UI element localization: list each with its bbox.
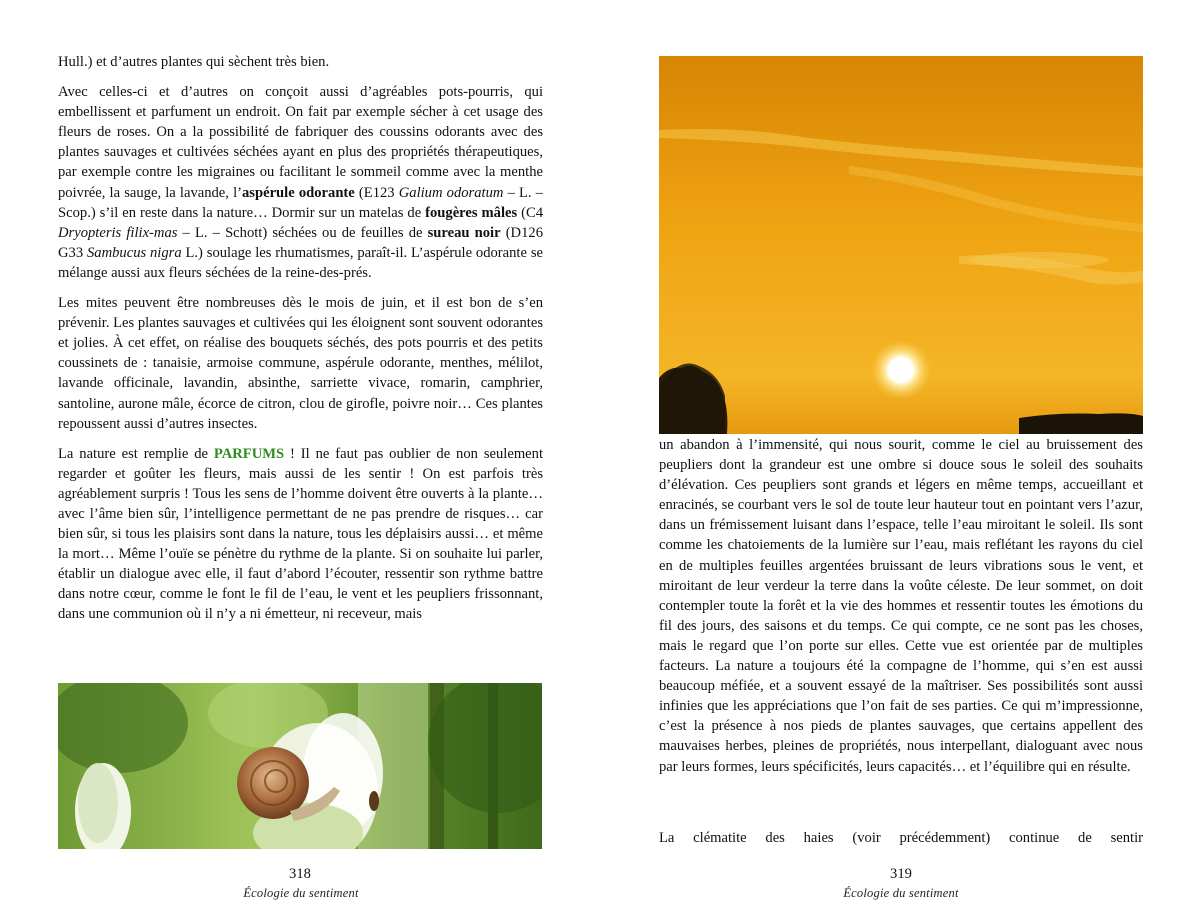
bold-term: sureau noir [427, 224, 501, 241]
right-page-text [659, 435, 1143, 817]
highlighted-word: PARFUMS [213, 445, 285, 462]
text-run: – L. – Schott) séchées ou de feuilles de [177, 224, 428, 241]
bold-term: aspérule odorante [242, 184, 355, 201]
right-paragraph: un abandon à l’immensité, qui nous sourit, comme le ciel au bruissement des peupliers dont la grandeur est une ombre si douce sous le soleil des souhaits d’élévation. Ces peupliers sont grands et légers en même temps, accueillant et enracinés, se courbant vers le sol de toute leur hauteur tout en pointant vers l’azur, dans un frémissement luisant dans l’espace, telle l’eau miroitant le soleil. Ils sont comme les chatoiements de la lumière sur l’eau, mais reflétant les rayons du ciel en de multiples feuilles argentées bruissant de leurs vibrations sous le vent, et miroitant de leur verdeur la terre dans la voûte céleste. De leur sommet, on doit contempler toute la forêt et la vie des hommes et ressentir toutes les émotions du fil des jours, des saisons et du temps. Ce qui compte, ce ne sont pas les choses, mais le regard que l’on porte sur elles. Cette vue est orientée par de multiples facteurs. La nature a toujours été la compagne de l’homme, qui s’en est aussi beaucoup méfiée, et a souvent essayé de la maîtriser. Ses possibilités sont aussi infinies que les appréciations que l’on fait de ses parties. Ce qui m’impressionne, c’est la présence à nos pieds de plantes sauvages, que certains appellent des mauvaises herbes, pleines de propriétés, nous interpellant, dialoguant avec nous par leurs formes, leurs spécificités, leurs capacités… et l’équilibre qui en résulte. [659, 437, 1143, 775]
running-foot: Écologie du sentiment [243, 886, 359, 900]
text-run: (E123 [354, 184, 399, 201]
bold-term: fougères mâles [425, 204, 518, 221]
right-page [600, 0, 1199, 908]
text-run: Avec celles-ci et d’autres on conçoit aussi d’agréables pots-pourris, qui embellissent et parfument un endroit. On fait par exemple sécher à cet usage des fleurs de roses. On a la possibilité de fabriquer des coussins odorants avec des plantes sauvages et cultivées séchées ayant en plus des propriétés thérapeutiques, par exemple contre les migraines ou facilitant le sommeil comme avec la menthe poivrée, la sauge, la lavande, l’ [58, 84, 543, 201]
latin-name: Galium odoratum [398, 184, 504, 201]
page-number: 318 [289, 866, 311, 882]
text-run: La nature est remplie de [58, 445, 214, 462]
text-run: (D126 G33 [58, 224, 543, 261]
left-paragraph: Les mites peuvent être nombreuses dès le mois de juin, et il est bon de s’en prévenir. Les plantes sauvages et cultivées qui les éloignent sont souvent odorantes et jolies. À cet effet, on réalise des bouquets séchés, des pots pourris et des petits coussinets de : tanaisie, armoise commune, aspérule odorante, menthes, mélilot, lavande officinale, lavandin, absinthe, sarriette vivace, romarin, camphrier, santoline, aurone mâle, écorce de citron, clou de girofle, poivre noir… Ces plantes repoussent aussi d’autres insectes. [58, 295, 543, 432]
left-page-text [58, 52, 543, 674]
snail-photo-illustration [58, 683, 542, 849]
text-run: ! Il ne faut pas oublier de non seulement regarder et goûter les fleurs, mais aussi de les sentir ! On est parfois très agréablement surpris ! Tous les sens de l’homme doivent être ouverts à la plante… avec l’âme bien sûr, l’intelligence permettant de ne pas prendre de risques… car bien sûr, si tous les plaisirs sont dans la nature, tous les déplaisirs aussi… et même la mort… Même l’ouïe se pénètre du rythme de la plante. Si on souhaite lui parler, établir un dialogue avec elle, il faut d’abord l’écouter, ressentir son rythme battre dans notre cœur, comme le font le fil de l’eau, le vent et les peupliers frissonnant, dans une communion où il n’y a ni émetteur, ni receveur, mais [58, 445, 543, 623]
text-run: L.) soulage les rhumatismes, paraît-il. L’aspérule odorante se mélange aussi aux fleurs séchées de la reine-des-prés. [58, 244, 543, 281]
text-run: – L. – Scop.) s’il en reste dans la nature… Dormir sur un matelas de [58, 184, 543, 221]
text-run: (C4 [517, 204, 543, 221]
sunset-photo-illustration [659, 56, 1143, 434]
left-paragraph: Hull.) et d’autres plantes qui sèchent très bien. [58, 54, 330, 70]
running-foot: Écologie du sentiment [843, 886, 959, 900]
right-paragraph: La clématite des haies (voir précédemment) continue de sentir [659, 830, 1143, 846]
latin-name: Dryopteris filix-mas [58, 224, 178, 241]
snail-on-flowers-photo [58, 683, 542, 849]
right-page-last-line [659, 828, 1143, 848]
sunset-photo [659, 56, 1143, 434]
latin-name: Sambucus nigra [86, 244, 182, 261]
page-number: 319 [890, 866, 912, 882]
left-paragraph [58, 444, 543, 625]
left-paragraph [58, 82, 543, 283]
